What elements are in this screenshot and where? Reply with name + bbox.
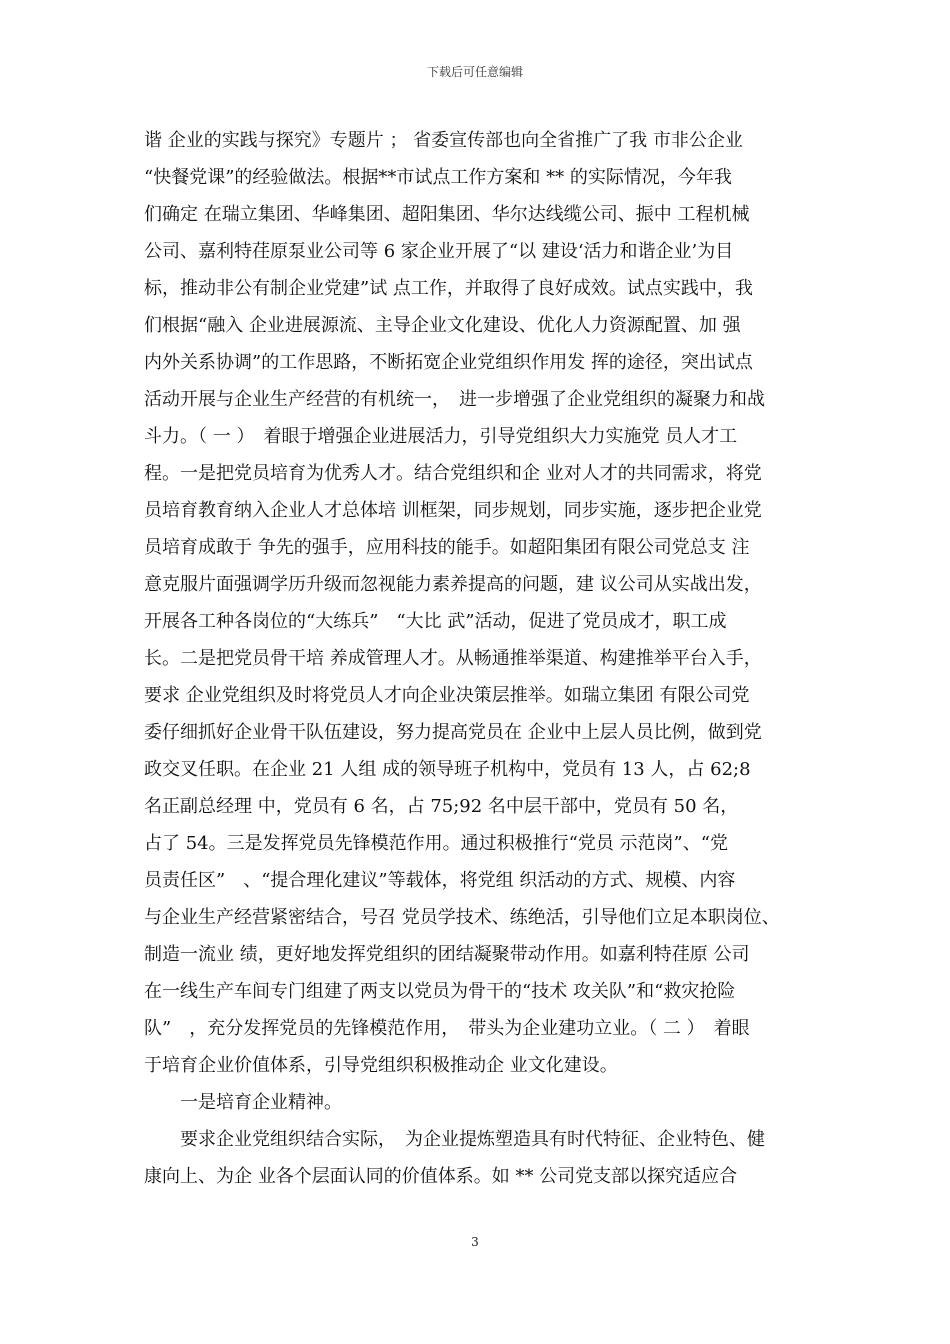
body-line: 要求企业党组织结合实际， 为企业提炼塑造具有时代特征、企业特色、健 bbox=[144, 1129, 765, 1150]
body-line: 内外关系协调”的工作思路，不断拓宽企业党组织作用发 挥的途径，突出试点 bbox=[144, 352, 753, 373]
body-line: 一是培育企业精神。 bbox=[144, 1092, 342, 1113]
page-number: 3 bbox=[471, 1235, 479, 1249]
body-line: 们确定 在瑞立集团、华峰集团、超阳集团、华尔达线缆公司、振中 工程机械 bbox=[144, 204, 750, 225]
body-line: 名正副总经理 中，党员有 6 名，占 75;92 名中层干部中，党员有 50 名， bbox=[144, 796, 739, 817]
body-line: 员培育教育纳入企业人才总体培 训框架，同步规划，同步实施，逐步把企业党 bbox=[144, 500, 762, 521]
body-line: 员培育成敢于 争先的强手，应用科技的能手。如超阳集团有限公司党总支 注 bbox=[144, 537, 750, 558]
document-body bbox=[144, 122, 814, 1195]
body-line: 康向上、为企 业各个层面认同的价值体系。如 ** 公司党支部以探究适应合 bbox=[144, 1166, 738, 1187]
body-line: 政交叉任职。在企业 21 人组 成的领导班子机构中，党员有 13 人，占 62;8 bbox=[144, 759, 751, 780]
page-header: 下载后可任意编辑 bbox=[426, 65, 523, 79]
body-line: 长。二是把党员骨干培 养成管理人才。从畅通推举渠道、构建推举平台入手， bbox=[144, 648, 762, 669]
body-line: “快餐党课”的经验做法。根据**市试点工作方案和 ** 的实际情况，今年我 bbox=[144, 167, 732, 188]
body-line: 谐 企业的实践与探究》专题片 ； 省委宣传部也向全省推广了我 市非公企业 bbox=[144, 130, 743, 151]
body-line: 们根据“融入 企业进展源流、主导企业文化建设、优化人力资源配置、加 强 bbox=[144, 315, 741, 336]
body-line: 委仔细抓好企业骨干队伍建设，努力提高党员在 企业中上层人员比例，做到党 bbox=[144, 722, 762, 743]
body-line: 公司、嘉利特荏原泵业公司等 6 家企业开展了“以 建设‘活力和谐企业’为目 bbox=[144, 241, 734, 262]
body-line: 队” ，充分发挥党员的先锋模范作用， 带头为企业建功立业。（ 二 ） 着眼 bbox=[144, 1018, 750, 1039]
body-line: 要求 企业党组织及时将党员人才向企业决策层推举。如瑞立集团 有限公司党 bbox=[144, 685, 750, 706]
body-line: 占了 54。三是发挥党员先锋模范作用。通过积极推行“党员 示范岗”、“党 bbox=[144, 833, 728, 854]
body-line: 与企业生产经营紧密结合，号召 党员学技术、练绝活，引导他们立足本职岗位、 bbox=[144, 907, 780, 928]
body-line: 标，推动非公有制企业党建”试 点工作，并取得了良好成效。试点实践中，我 bbox=[144, 278, 753, 299]
body-line: 于培育企业价值体系，引导党组织积极推动企 业文化建设。 bbox=[144, 1055, 618, 1076]
body-line: 斗力。（ 一 ） 着眼于增强企业进展活力，引导党组织大力实施党 员人才工 bbox=[144, 426, 738, 447]
body-line: 在一线生产车间专门组建了两支以党员为骨干的“技术 攻关队”和“救灾抢险 bbox=[144, 981, 736, 1002]
body-line: 开展各工种各岗位的“大练兵” “大比 武”活动，促进了党员成才，职工成 bbox=[144, 611, 727, 632]
body-line: 活动开展与企业生产经营的有机统一， 进一步增强了企业党组织的凝聚力和战 bbox=[144, 389, 765, 410]
body-line: 员责任区” 、“提合理化建议”等载体，将党组 织活动的方式、规模、内容 bbox=[144, 870, 736, 891]
body-line: 程。一是把党员培育为优秀人才。结合党组织和企 业对人才的共同需求，将党 bbox=[144, 463, 762, 484]
body-line: 意克服片面强调学历升级而忽视能力素养提高的问题，建 议公司从实战出发， bbox=[144, 574, 762, 595]
body-line: 制造一流业 绩，更好地发挥党组织的团结凝聚带动作用。如嘉利特荏原 公司 bbox=[144, 944, 750, 965]
